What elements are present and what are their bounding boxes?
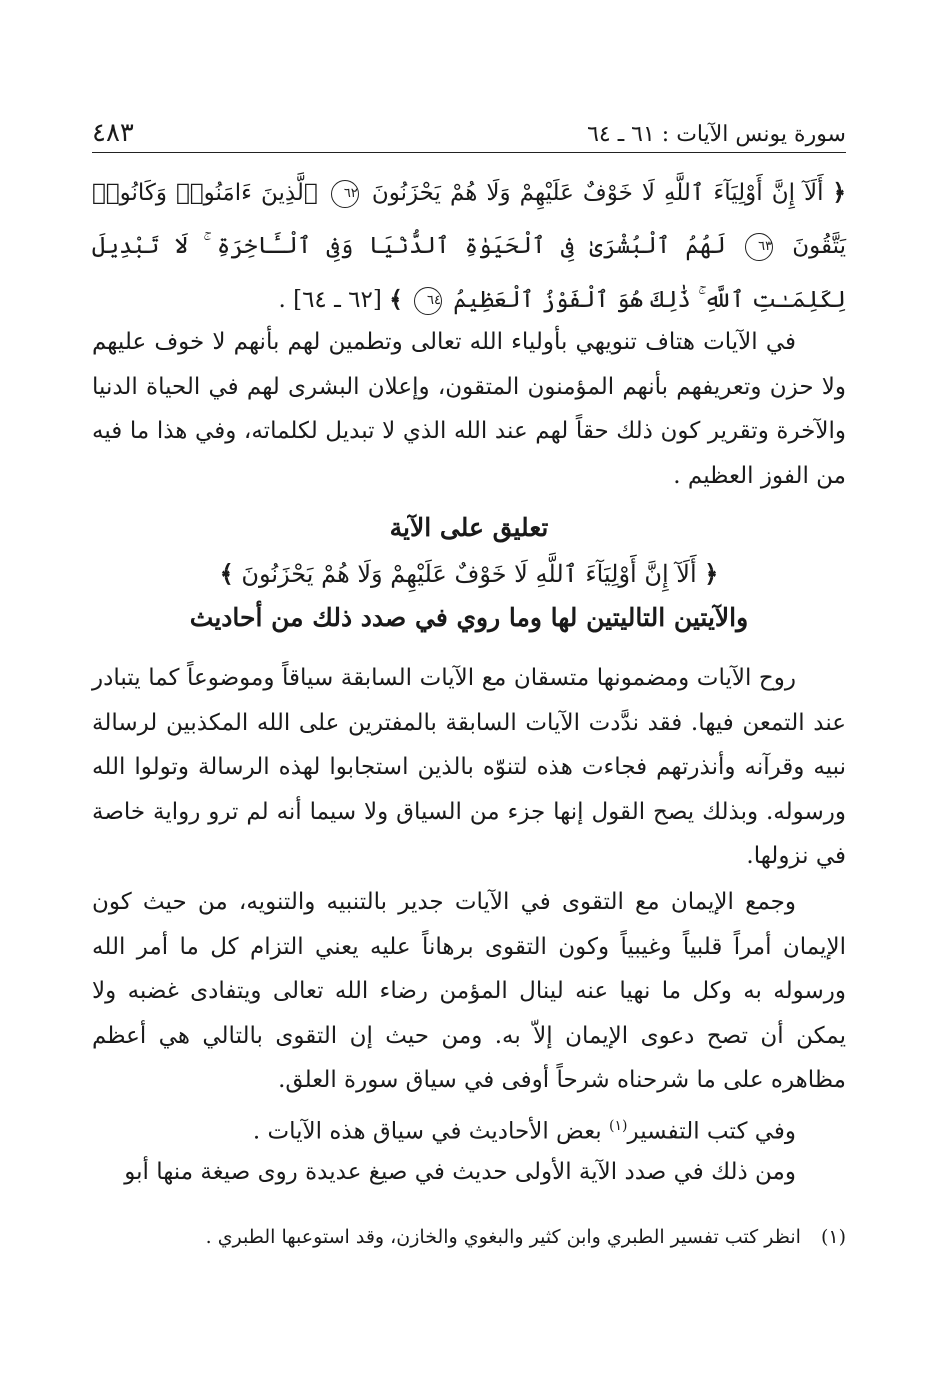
running-header [92, 118, 846, 153]
section-verse [92, 554, 846, 594]
footnote [92, 1222, 846, 1252]
paragraph-context-text: روح الآيات ومضمونها متسقان مع الآيات السابقة سياقاً وموضوعاً كما يتبادر عند التمعن فيها. فقد ندَّدت الآيات السابقة بالمفترين على الله المكذبين لرسالة نبيه وقرآنه وأنذرتهم فجاءت هذه لتنوّه بالذين استجابوا لهذه الرسالة وتولوا الله ورسوله. وبذلك يصح القول إنها جزء من السياق ولا سيما أنه لم ترو رواية خاصة في نزولها. [92, 665, 846, 869]
paragraph-intro-text: في الآيات هتاف تنويهي بأولياء الله تعالى وتطمين لهم بأنهم لا خوف عليهم ولا حزن وتعريفهم بأنهم المؤمنون المتقون، وإعلان البشرى لهم في الحياة الدنيا والآخرة وتقرير كون ذلك حقاً لهم عند الله الذي لا تبديل لكلماته، وفي هذا ما فيه من الفوز العظيم . [92, 329, 846, 489]
section-title: تعليق على الآية [389, 513, 549, 542]
verse-63-text: ٱلَّذِينَ ءَامَنُوا۟ وَكَانُوا۟ يَتَّقُونَ [92, 180, 847, 259]
footnote-number: (١) [820, 1226, 846, 1248]
paragraph-faith-piety-text: وجمع الإيمان مع التقوى في الآيات جدير بالتنبيه والتنويه، من حيث كون الإيمان أمراً قلبياً وغيبياً وكون التقوى برهاناً عليه يعني التزام كل ما أمر الله ورسوله به وكل ما نهيا عنه لينال المؤمن رضاء الله تعالى ويتفادى غضبه ولا يمكن أن تصح دعوى الإيمان إلاّ به. ومن حيث إن التقوى بالتالي هي أعظم مظاهره على ما شرحناه شرحاً أوفى في سياق سورة العلق. [92, 889, 846, 1093]
paragraph-hadith [92, 1150, 846, 1195]
section-open-bracket: ﴿ [704, 559, 719, 588]
section-subtitle: والآيتين التاليتين لها وما روي في صدد ذلك من أحاديث [189, 603, 749, 632]
open-bracket: ﴿ [832, 179, 847, 206]
section-close-bracket: ﴾ [219, 559, 234, 588]
paragraph-tafsir [92, 1104, 846, 1154]
section-verse-text: أَلَآ إِنَّ أَوْلِيَآءَ ٱللَّهِ لَا خَوْفٌ عَلَيْهِمْ وَلَا هُمْ يَحْزَنُونَ [241, 560, 697, 588]
footnote-text: انظر كتب تفسير الطبري وابن كثير والبغوي والخازن، وقد استوعبها الطبري . [205, 1226, 801, 1248]
verse-62-text: أَلَآ إِنَّ أَوْلِيَآءَ ٱللَّهِ لَا خَوْفٌ عَلَيْهِمْ وَلَا هُمْ يَحْزَنُونَ [371, 180, 824, 206]
page-number: ٤٨٣ [92, 118, 134, 148]
header-title: سورة يونس الآيات : ٦١ ـ ٦٤ [587, 122, 846, 147]
verse-reference: [٦٢ ـ ٦٤] . [278, 287, 382, 313]
close-bracket: ﴾ [389, 286, 403, 313]
paragraph-tafsir-before: وفي كتب التفسير [627, 1118, 796, 1145]
paragraph-intro [92, 320, 846, 498]
verse-64-text: لَهُمُ ٱلْبُشْرَىٰ فِى ٱلْحَيَوٰةِ ٱلدُّنْيَا وَفِى ٱلْـَٔاخِرَةِ ۚ لَا تَبْدِيلَ لِكَلِمَـٰتِ ٱللَّهِ ۚ ذَٰلِكَ هُوَ ٱلْفَوْزُ ٱلْعَظِيمُ [92, 233, 846, 313]
paragraph-faith-piety [92, 880, 846, 1103]
footnote-reference: (١) [609, 1118, 628, 1134]
ayah-number-63: ٦٣ [745, 233, 773, 261]
paragraph-hadith-text: ومن ذلك في صدد الآية الأولى حديث في صيغ عديدة روى صيغة منها أبو [124, 1159, 796, 1185]
ayah-number-62: ٦٢ [331, 180, 359, 208]
quran-verses [92, 166, 846, 327]
ayah-number-64: ٦٤ [414, 287, 442, 315]
paragraph-context [92, 656, 846, 879]
paragraph-tafsir-after: بعض الأحاديث في سياق هذه الآيات . [252, 1118, 602, 1145]
